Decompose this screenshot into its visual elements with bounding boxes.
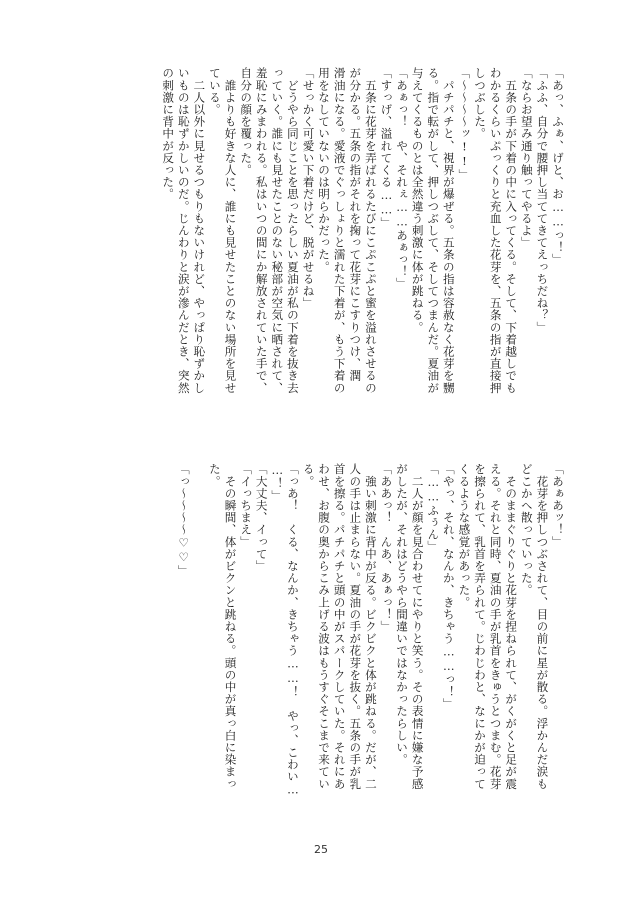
text-line: 「〜〜〜〜ッ!!」 <box>457 67 472 181</box>
text-line: 「っあ！ くる、なんか、きちゃう……！ やっ、こわい… <box>285 463 300 797</box>
text-column-bottom <box>95 463 565 823</box>
text-line: 誰よりも好きな人に、誰にも見せたことのない場所を見せ <box>223 67 238 394</box>
text-line: の刺激に背中が反った。 <box>161 67 176 201</box>
text-line: 花芽を押しつぶされて、目の前に星が散る。浮かんだ涙も <box>535 463 550 790</box>
text-line: 二人が顔を見合わせてにやりと笑う。その表情に嫌な予感 <box>410 463 425 790</box>
text-column-top <box>95 67 565 425</box>
text-line: 「ならお望み通り触ってやるよ」 <box>519 67 534 249</box>
text-line: 「せっかく可愛い下着だけど、脱がせるね」 <box>301 67 316 309</box>
text-line: 与えてくるものとは全然違う刺激に体が跳ねる。 <box>410 67 425 334</box>
text-line: っていく。誰にも見せたことのない秘部が空気に晒されて、 <box>270 67 285 394</box>
text-line: 「イっちまえ」 <box>239 463 254 548</box>
text-line <box>191 463 207 823</box>
text-line: 人の手は止まらない。夏油の手が花芽を抜く。五条の手が乳 <box>348 463 363 790</box>
text-line: がしたが、それはどうやら間違いではなかったらしい。 <box>395 463 410 766</box>
text-line: る。 <box>301 463 316 488</box>
text-line: 強い刺激に背中が反る。ビクビクと体が跳ねる。だが、二 <box>363 463 378 790</box>
text-line: いものは恥ずかしいのだ。じんわりと涙が滲んだとき、突然 <box>176 67 191 394</box>
text-line: 「大丈夫、イって」 <box>254 463 269 572</box>
text-line: どうやら同じことを思ったらしい夏油が私の下着を抜き去 <box>285 67 300 394</box>
text-line: 「あっ、ふぁ、げと、お……っ！」 <box>551 67 565 266</box>
text-line: 「ああっ！ んあ、あぁっ！」 <box>379 463 394 633</box>
text-line: わかるくらいぷっくりと充血した花芽を、五条の指が直接押 <box>488 67 503 394</box>
text-line: どこかへ散っていった。 <box>519 463 534 597</box>
text-line: 「あぁあッ！」 <box>551 463 565 548</box>
text-line: 用をなしていないのは明らかだった。 <box>317 67 332 273</box>
text-line: 二人以外に見せるつもりもないけれど、やっぱり恥ずかし <box>192 67 207 394</box>
text-line: そのままぐりぐりと花芽を捏ねられて、がくがくと足が震 <box>504 463 519 790</box>
text-line: その瞬間、体がビクンと跳ねる。頭の中が真っ白に染まっ <box>223 463 238 790</box>
text-line: 羞恥にみまわれる。私はいつの間にか解放されていた手で、 <box>254 67 269 394</box>
text-line: 「すっげ、溢れてくる……」 <box>379 67 394 230</box>
text-line: 「やっ、それ、なんか、きちゃう……っ！」 <box>441 463 456 710</box>
text-line: しつぶした。 <box>473 67 488 140</box>
text-line: える。それと同時、夏油の手が乳首をきゅうとつまむ。花芽 <box>488 463 503 790</box>
page-number: 25 <box>314 843 328 856</box>
text-line: を擦られて、乳首を弄られて。じわじわと、なにかが迫って <box>473 463 488 790</box>
text-line: る。指で転がして、押しつぶして、そしてつまんだ。夏油が <box>426 67 441 394</box>
text-line: 滑油になる。愛液でぐっしょりと濡れた下着が、もう下着の <box>332 67 347 394</box>
text-line: わせ、お腹の奥からこみ上げる波はもうすぐそこまで来てい <box>317 463 332 790</box>
text-line: 「っ〜〜〜〜♡♡」 <box>176 463 191 577</box>
text-line: 自分の顔を覆った。 <box>239 67 254 176</box>
text-line: が分かる。五条の指がそれを掬って花芽にこすりつけ、潤 <box>348 67 363 382</box>
text-line: …！」 <box>270 463 285 502</box>
text-line: 五条の手が下着の中に入ってくる。そして、下着越しでも <box>504 67 519 394</box>
text-line: 五条に花芽を弄ばれるたびにこぷこぷと蜜を溢れさせるの <box>363 67 378 394</box>
text-line: ている。 <box>207 67 222 116</box>
text-line: くるような感覚があった。 <box>457 463 472 609</box>
text-line: 「……ふぅん」 <box>426 463 441 553</box>
text-line: た。 <box>207 463 222 488</box>
text-line: 首を擦る。パチパチと頭の中がスパークしていた。それにあ <box>332 463 347 790</box>
text-line: 「ふふ、自分で腰押し当ててきてえっちだね？」 <box>535 67 550 334</box>
text-line: パチパチと、視界が爆ぜる。五条の指は容赦なく花芽を嬲 <box>441 67 456 394</box>
text-line: 「あぁっ！ や、それぇ……あぁっ！」 <box>395 67 410 290</box>
